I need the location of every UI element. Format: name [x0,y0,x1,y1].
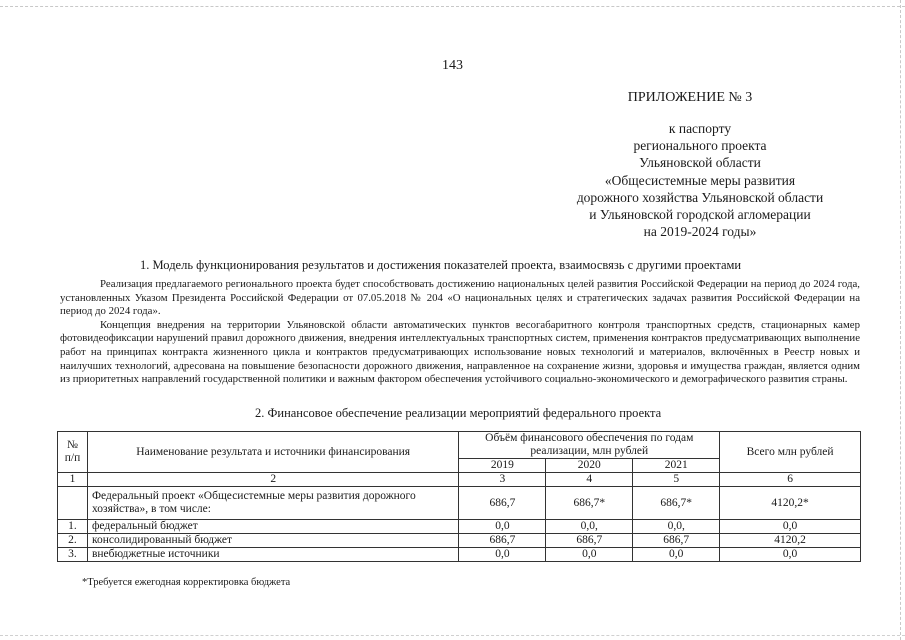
cell-value: 0,0, [633,520,720,534]
column-number: 1 [58,473,88,487]
paragraph: Концепция внедрения на территории Ульяновской области автоматических пунктов весогабаритного контроля транспортных средств, стационарных камер фотовидеофиксации нарушений правил дорожного движения, внедрения интеллектуальных транспортных систем, применения контрактов предусматривающих выполнение работ на принципах контракта жизненного цикла и контрактов предусматривающих использование новых технологий и материалов, включённых в Реестр новых и наилучших технологий, адресована на повышение безопасности дорожного движения, направленное на сохранение жизни, здоровья и имущества граждан, является одним из приоритетных направлений государственной политики и важным фактором обеспечения устойчивого социально-экономического и демографического развития страны. [60,318,860,386]
cell-total: 4120,2* [720,487,861,520]
cell-value: 686,7* [633,487,720,520]
table-row [58,534,861,548]
section-2-heading: 2. Финансовое обеспечение реализации мероприятий федерального проекта [255,406,662,420]
cell-value: 0,0 [633,548,720,562]
page-edge-bottom [0,635,905,636]
cell-name: внебюджетные источники [87,548,458,562]
header-year: 2019 [459,459,546,473]
cell-value: 686,7* [546,487,633,520]
page-edge-top [0,6,905,7]
financing-table [57,431,861,562]
cell-total: 0,0 [720,520,861,534]
header-num: № п/п [58,432,88,473]
cell-num: 3. [58,548,88,562]
table-row [58,520,861,534]
cell-name: Федеральный проект «Общесистемные меры развития дорожного хозяйства», в том числе: [87,487,458,520]
header-volume: Объём финансового обеспечения по годам реализации, млн рублей [459,432,720,459]
column-number: 3 [459,473,546,487]
header-total: Всего млн рублей [720,432,861,473]
appendix-line: к паспорту [668,121,732,136]
cell-value: 0,0 [546,548,633,562]
cell-num: 1. [58,520,88,534]
cell-total: 4120,2 [720,534,861,548]
cell-name: консолидированный бюджет [87,534,458,548]
appendix-line: Ульяновской области [639,155,761,171]
section-1-body [60,278,860,387]
numbering-row [58,473,861,487]
appendix-line: «Общесистемные меры развития [604,172,796,188]
appendix-subtitle [540,120,860,240]
column-number: 6 [720,473,861,487]
project-row [58,487,861,520]
cell-value: 686,7 [459,534,546,548]
cell-value: 686,7 [546,534,633,548]
page-number: 143 [442,58,463,73]
cell-name: федеральный бюджет [87,520,458,534]
table-row [58,548,861,562]
header-name: Наименование результата и источники финансирования [87,432,458,473]
column-number: 5 [633,473,720,487]
cell-num: 2. [58,534,88,548]
column-number: 4 [546,473,633,487]
cell-num [58,487,88,520]
footnote: *Требуется ежегодная корректировка бюджета [82,577,291,588]
cell-value: 0,0, [546,520,633,534]
paragraph: Реализация предлагаемого регионального проекта будет способствовать достижению национальных целей развития Российской Федерации на период до 2024 года, установленных Указом Президента Российской Федерации от 07.05.2018 № 204 «О национальных целях и стратегических задачах развития Российской Федерации на период до 2024 года». [60,278,860,318]
appendix-line: и Ульяновской городской агломерации [589,207,811,223]
cell-value: 686,7 [459,487,546,520]
column-number: 2 [87,473,458,487]
cell-value: 686,7 [633,534,720,548]
page-edge-right [900,0,901,640]
appendix-title: ПРИЛОЖЕНИЕ № 3 [627,90,753,105]
header-year: 2021 [633,459,720,473]
section-1-heading: 1. Модель функционирования результатов и достижения показателей проекта, взаимосвязь с другими проектами [140,258,742,272]
cell-value: 0,0 [459,548,546,562]
appendix-line: дорожного хозяйства Ульяновской области [576,189,824,205]
cell-value: 0,0 [459,520,546,534]
header-year: 2020 [546,459,633,473]
cell-total: 0,0 [720,548,861,562]
appendix-line: регионального проекта [633,138,767,154]
appendix-line: на 2019-2024 годы» [643,224,757,240]
